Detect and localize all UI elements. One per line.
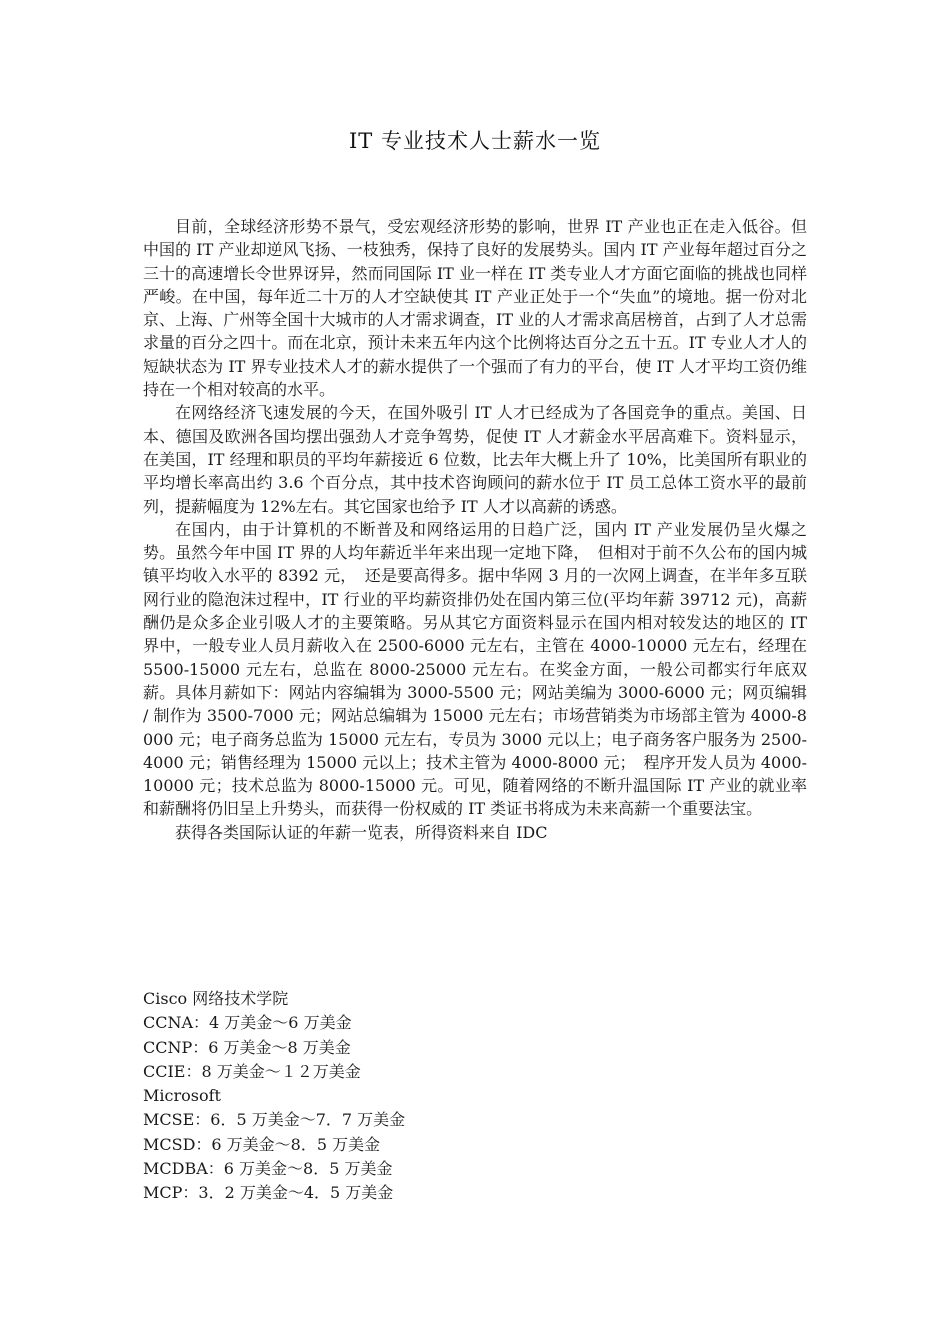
certification-salary-list [143, 987, 807, 1206]
list-item-mcp: MCP：3．2 万美金～4．5 万美金 [143, 1183, 394, 1203]
list-item-mcsd: MCSD：6 万美金～8．5 万美金 [143, 1134, 381, 1154]
list-item-ccnp: CCNP：6 万美金～8 万美金 [143, 1037, 351, 1057]
list-heading-cisco: Cisco 网络技术学院 [143, 989, 289, 1008]
paragraph-international-talent: 在网络经济飞速发展的今天，在国外吸引 IT 人才已经成为了各国竞争的重点。美国、日本、德国及欧洲各国均摆出强劲人才竞争驾势，促使 IT 人才薪金水平居高难下。资料显示，在美国，IT 经理和职员的平均年薪接近 6 位数，比去年大概上升了 10%，比美国所有职业的平均增长率高出约 3.6 个百分点，其中技术咨询顾问的薪水位于 IT 员工总体工资水平的最前列，提薪幅度为 12%左右。其它国家也给予 IT 人才以高薪的诱惑。 [143, 403, 807, 516]
paragraph-certification-intro: 获得各类国际认证的年薪一览表，所得资料来自 IDC [175, 822, 548, 842]
list-item-ccie: CCIE：8 万美金～１２万美金 [143, 1061, 361, 1081]
list-item-mcdba: MCDBA：6 万美金～8．5 万美金 [143, 1159, 393, 1179]
paragraph-domestic-salaries: 在国内，由于计算机的不断普及和网络运用的日趋广泛，国内 IT 产业发展仍呈火爆之势。虽然今年中国 IT 界的人均年薪近半年来出现一定地下降， 但相对于前不久公布的国内城镇平均收入水平的 8392 元， 还是要高得多。据中华网 3 月的一次网上调查，在半年多互联网行业的隐泡沫过程中，IT 行业的平均薪资排仍处在国内第三位(平均年薪 39712 元)，高薪酬仍是众多企业引吸人才的主要策略。另从其它方面资料显示在国内相对较发达的地区的 IT 界中，一般专业人员月薪收入在 2500-6000 元左右，主管在 4000-10000 元左右，经理在 5500-15000 元左右，总监在 8000-25000 元左右。在奖金方面，一般公司都实行年底双薪。具体月薪如下：网站内容编辑为 3000-5500 元；网站美编为 3000-6000 元；网页编辑 / 制作为 3500-7000 元；网站总编辑为 15000 元左右；市场营销类为市场部主管为 4000-8000 元；电子商务总监为 15000 元左右，专员为 3000 元以上；电子商务客户服务为 2500-4000 元；销售经理为 15000 元以上；技术主管为 4000-8000 元； 程序开发人员为 4000-10000 元；技术总监为 8000-15000 元。可见，随着网络的不断升温国际 IT 产业的就业率和薪酬将仍旧呈上升势头，而获得一份权威的 IT 类证书将成为未来高薪一个重要法宝。 [143, 519, 807, 819]
paragraph-global-it: 目前，全球经济形势不景气，受宏观经济形势的影响，世界 IT 产业也正在走入低谷。但中国的 IT 产业却逆风飞扬、一枝独秀，保持了良好的发展势头。国内 IT 产业每年超过百分之三十的高速增长令世界讶异，然而同国际 IT 业一样在 IT 类专业人才方面它面临的挑战也同样严峻。在中国，每年近二十万的人才空缺使其 IT 产业正处于一个“失血”的境地。据一份对北京、上海、广州等全国十大城市的人才需求调查，IT 业的人才需求高居榜首，占到了人才总需求量的百分之四十。而在北京，预计未来五年内这个比例将达百分之五十五。IT 专业人才人的短缺状态为 IT 界专业技术人才的薪水提供了一个强而了有力的平台，使 IT 人才平均工资仍维持在一个相对较高的水平。 [143, 217, 807, 400]
document-body [143, 215, 807, 844]
list-item-ccna: CCNA：4 万美金～6 万美金 [143, 1013, 352, 1033]
list-heading-microsoft: Microsoft [143, 1086, 221, 1106]
document-title: IT 专业技术人士薪水一览 [349, 129, 601, 153]
list-item-mcse: MCSE：6．5 万美金～7．7 万美金 [143, 1110, 406, 1130]
